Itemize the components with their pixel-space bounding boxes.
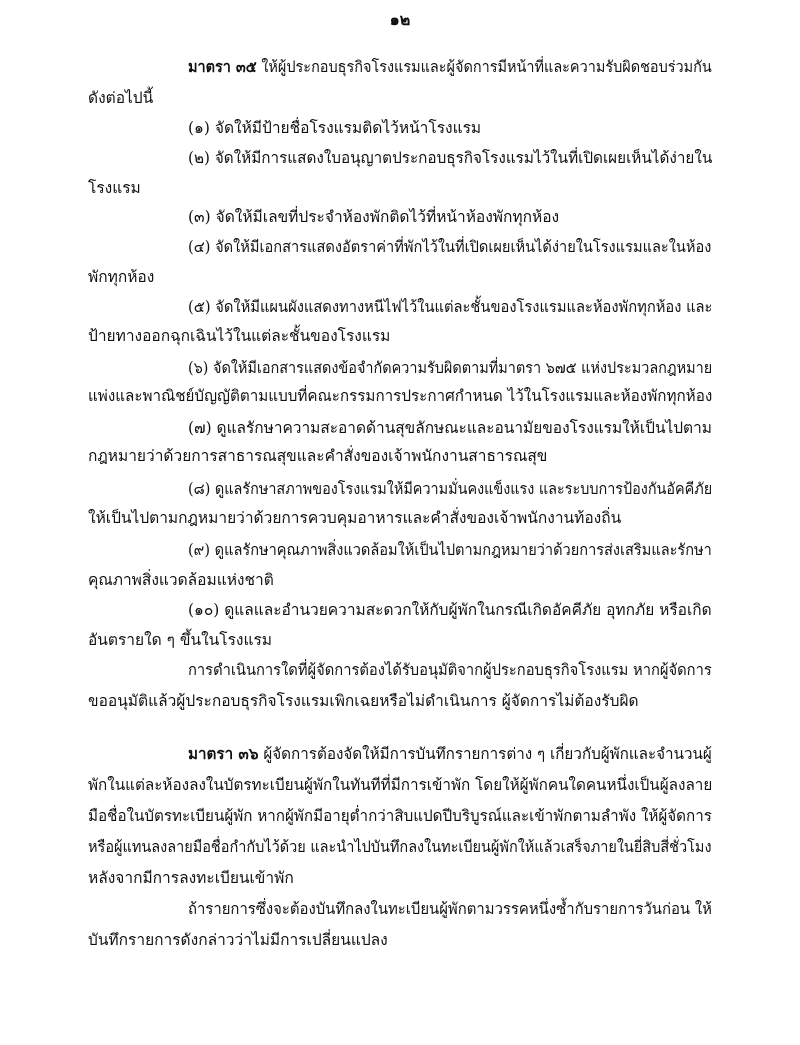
item-1: (๑) จัดให้มีป้ายชื่อโรงแรมติดไว้หน้าโรงแรม (188, 119, 482, 137)
section-36-line-1-text: ผู้จัดการต้องจัดให้มีการบันทึกรายการต่าง ๆ เกี่ยวกับผู้พักและจำนวนผู้ (263, 745, 712, 763)
section-36-line-7: บันทึกรายการดังกล่าวว่าไม่มีการเปลี่ยนแปลง (88, 931, 388, 949)
section-36-line-6: ถ้ารายการซึ่งจะต้องบันทึกลงในทะเบียนผู้พักตามวรรคหนึ่งซ้ำกับรายการวันก่อน ให้ (188, 900, 712, 918)
item-8: (๘) ดูแลรักษาสภาพของโรงแรมให้มีความมั่นคงแข็งแรง และระบบการป้องกันอัคคีภัย (188, 480, 713, 498)
item-6: (๖) จัดให้มีเอกสารแสดงข้อจำกัดความรับผิดตามที่มาตรา ๖๗๕ แห่งประมวลกฎหมาย (188, 359, 713, 377)
section-35-intro-line-2: ดังต่อไปนี้ (88, 89, 154, 107)
item-2: (๒) จัดให้มีการแสดงใบอนุญาตประกอบธุรกิจโรงแรมไว้ในที่เปิดเผยเห็นได้ง่ายใน (188, 149, 713, 167)
section-36-line-1 (188, 744, 712, 764)
page-number: ๑๒ (389, 10, 411, 29)
item-6-cont: แพ่งและพาณิชย์บัญญัติตามแบบที่คณะกรรมการประกาศกำหนด ไว้ในโรงแรมและห้องพักทุกห้อง (88, 387, 713, 405)
section-35-heading: มาตรา ๓๕ (188, 57, 257, 76)
closing-line-2: ขออนุมัติแล้วผู้ประกอบธุรกิจโรงแรมเพิกเฉยหรือไม่ดำเนินการ ผู้จัดการไม่ต้องรับผิด (88, 692, 639, 710)
section-36-line-3: มือชื่อในบัตรทะเบียนผู้พัก หากผู้พักมีอายุต่ำกว่าสิบแปดปีบริบูรณ์และเข้าพักตามลำพัง ให้ผู้จัดการ (88, 807, 712, 825)
item-3: (๓) จัดให้มีเลขที่ประจำห้องพักติดไว้ที่หน้าห้องพักทุกห้อง (188, 208, 560, 226)
closing-line-1: การดำเนินการใดที่ผู้จัดการต้องได้รับอนุมัติจากผู้ประกอบธุรกิจโรงแรม หากผู้จัดการ (188, 661, 712, 679)
item-4-cont: พักทุกห้อง (88, 268, 155, 286)
item-2-cont: โรงแรม (88, 179, 141, 197)
section-36-line-5: หลังจากมีการลงทะเบียนเข้าพัก (88, 869, 294, 887)
section-35-intro-text: ให้ผู้ประกอบธุรกิจโรงแรมและผู้จัดการมีหน้าที่และความรับผิดชอบร่วมกัน (261, 58, 712, 76)
section-36-heading: มาตรา ๓๖ (188, 744, 259, 763)
section-35-intro-line-1 (188, 57, 712, 77)
item-7: (๗) ดูแลรักษาความสะอาดด้านสุขลักษณะและอนามัยของโรงแรมให้เป็นไปตาม (188, 419, 712, 437)
item-10-cont: อันตรายใด ๆ ขึ้นในโรงแรม (88, 631, 273, 649)
item-10: (๑๐) ดูแลและอำนวยความสะดวกให้กับผู้พักในกรณีเกิดอัคคีภัย อุทกภัย หรือเกิด (188, 601, 712, 619)
item-5-cont: ป้ายทางออกฉุกเฉินไว้ในแต่ละชั้นของโรงแรม (88, 327, 391, 345)
item-7-cont: กฎหมายว่าด้วยการสาธารณสุขและคำสั่งของเจ้าพนักงานสาธารณสุข (88, 447, 548, 465)
item-4: (๔) จัดให้มีเอกสารแสดงอัตราค่าที่พักไว้ในที่เปิดเผยเห็นได้ง่ายในโรงแรมและในห้อง (188, 238, 712, 256)
item-9-cont: คุณภาพสิ่งแวดล้อมแห่งชาติ (88, 571, 274, 589)
item-8-cont: ให้เป็นไปตามกฎหมายว่าด้วยการควบคุมอาหารและคำสั่งของเจ้าพนักงานท้องถิ่น (88, 509, 622, 527)
section-36-line-2: พักในแต่ละห้องลงในบัตรทะเบียนผู้พักในทันทีที่มีการเข้าพัก โดยให้ผู้พักคนใดคนหนึ่งเป็นผู้ลงลาย (88, 776, 713, 794)
item-5: (๕) จัดให้มีแผนผังแสดงทางหนีไฟไว้ในแต่ละชั้นของโรงแรมและห้องพักทุกห้อง และ (188, 298, 713, 316)
item-9: (๙) ดูแลรักษาคุณภาพสิ่งแวดล้อมให้เป็นไปตามกฎหมายว่าด้วยการส่งเสริมและรักษา (188, 541, 712, 559)
section-36-line-4: หรือผู้แทนลงลายมือชื่อกำกับไว้ด้วย และนำไปบันทึกลงในทะเบียนผู้พักให้แล้วเสร็จภายในยี่สิบสี่ชั่วโมง (88, 838, 712, 856)
